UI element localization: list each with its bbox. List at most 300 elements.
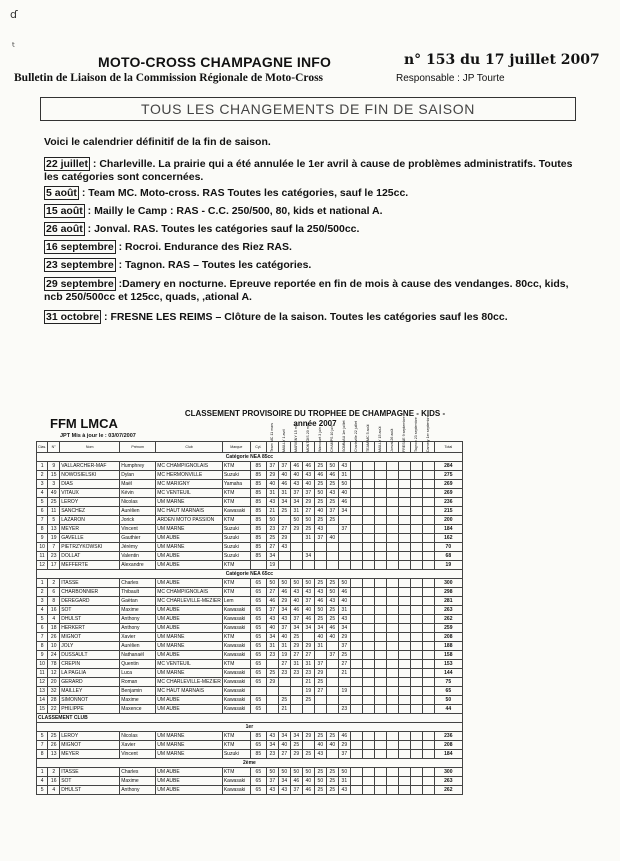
table-cell: 27: [278, 750, 290, 759]
table-cell: KTM: [222, 489, 250, 498]
table-cell: 50: [290, 516, 302, 525]
table-cell: [326, 705, 338, 714]
table-cell: [350, 507, 362, 516]
table-cell: [422, 705, 434, 714]
table-cell: Nicolas: [120, 498, 156, 507]
table-cell: 281: [434, 597, 462, 606]
table-cell: 65: [250, 615, 266, 624]
table-cell: [302, 633, 314, 642]
table-cell: 6: [37, 624, 48, 633]
table-cell: MIGNOT: [60, 633, 120, 642]
table-cell: 25: [290, 741, 302, 750]
table-cell: 37: [338, 642, 350, 651]
table-row: [37, 561, 463, 570]
table-cell: JOLY: [60, 642, 120, 651]
column-header: Club: [156, 442, 223, 453]
table-cell: [362, 669, 374, 678]
table-cell: 34: [266, 741, 278, 750]
table-cell: [290, 678, 302, 687]
table-cell: 44: [434, 705, 462, 714]
table-cell: [410, 615, 422, 624]
table-cell: Suzuki: [222, 534, 250, 543]
table-cell: 40: [290, 597, 302, 606]
table-cell: [362, 660, 374, 669]
table-cell: 46: [338, 498, 350, 507]
table-cell: LEROY: [60, 498, 120, 507]
table-cell: 37: [266, 462, 278, 471]
table-cell: 65: [250, 678, 266, 687]
table-cell: [362, 624, 374, 633]
table-cell: [350, 750, 362, 759]
table-cell: KTM: [222, 561, 250, 570]
table-cell: [350, 777, 362, 786]
table-cell: SIMONNOT: [60, 696, 120, 705]
table-cell: [374, 777, 386, 786]
table-cell: [422, 480, 434, 489]
table-cell: HERKERT: [60, 624, 120, 633]
table-cell: [422, 750, 434, 759]
table-cell: [374, 561, 386, 570]
column-header: Prénom: [120, 442, 156, 453]
table-row: [37, 633, 463, 642]
table-cell: Kawasaki: [222, 606, 250, 615]
table-cell: UM AUBE: [156, 651, 223, 660]
calendar-date: 23 septembre: [46, 259, 114, 271]
table-cell: [422, 606, 434, 615]
table-cell: [302, 561, 314, 570]
table-cell: [326, 669, 338, 678]
table-cell: [386, 777, 398, 786]
table-row: [37, 507, 463, 516]
section-header: [37, 453, 463, 462]
table-cell: 184: [434, 750, 462, 759]
table-cell: [314, 552, 326, 561]
table-cell: 8: [37, 525, 48, 534]
table-cell: UM MARNE: [156, 498, 223, 507]
table-row: [37, 606, 463, 615]
table-cell: 43: [314, 525, 326, 534]
table-cell: 25: [314, 516, 326, 525]
table-cell: [350, 543, 362, 552]
table-cell: 25: [290, 633, 302, 642]
table-cell: Kawasaki: [222, 678, 250, 687]
table-cell: [386, 732, 398, 741]
table-cell: 31: [302, 660, 314, 669]
table-cell: [350, 615, 362, 624]
table-cell: [326, 642, 338, 651]
page-title: MOTO-CROSS CHAMPAGNE INFO: [98, 54, 332, 70]
table-cell: 65: [250, 705, 266, 714]
table-cell: Kévin: [120, 489, 156, 498]
table-cell: 8: [37, 642, 48, 651]
table-cell: [410, 642, 422, 651]
table-cell: 27: [278, 525, 290, 534]
table-cell: 29: [266, 678, 278, 687]
table-cell: Maxence: [120, 705, 156, 714]
table-cell: 31: [314, 642, 326, 651]
table-cell: 46: [314, 597, 326, 606]
table-cell: [374, 507, 386, 516]
table-cell: [422, 777, 434, 786]
column-header: MAILLY 1 avril: [278, 442, 290, 453]
table-cell: [290, 534, 302, 543]
table-cell: [362, 732, 374, 741]
table-cell: 25: [326, 615, 338, 624]
table-cell: [278, 678, 290, 687]
table-cell: [250, 561, 266, 570]
column-header: Total: [434, 442, 462, 453]
table-cell: [386, 615, 398, 624]
table-row: [37, 660, 463, 669]
table-cell: 208: [434, 741, 462, 750]
table-cell: [398, 777, 410, 786]
table-cell: [314, 543, 326, 552]
table-cell: 37: [302, 489, 314, 498]
table-cell: [362, 606, 374, 615]
table-cell: [398, 543, 410, 552]
calendar-text: : Tagnon. RAS – Toutes les catégories.: [115, 259, 312, 271]
table-cell: [362, 543, 374, 552]
table-cell: [374, 480, 386, 489]
table-cell: [410, 543, 422, 552]
calendar-text: : Team MC. Moto-cross. RAS Toutes les catégories, sauf le 125cc.: [78, 187, 409, 199]
table-cell: 300: [434, 579, 462, 588]
table-row: [37, 624, 463, 633]
table-cell: 25: [326, 516, 338, 525]
table-cell: 46: [278, 480, 290, 489]
table-cell: 68: [434, 552, 462, 561]
table-row: [37, 741, 463, 750]
table-cell: 37: [266, 777, 278, 786]
table-cell: [386, 687, 398, 696]
table-cell: 46: [338, 588, 350, 597]
table-cell: [398, 660, 410, 669]
table-cell: [350, 678, 362, 687]
table-cell: [410, 534, 422, 543]
table-cell: KTM: [222, 633, 250, 642]
table-cell: 49: [48, 489, 60, 498]
table-cell: [422, 588, 434, 597]
table-cell: 43: [302, 471, 314, 480]
table-cell: [362, 678, 374, 687]
table-cell: [398, 696, 410, 705]
table-cell: 43: [290, 480, 302, 489]
table-cell: [422, 687, 434, 696]
table-cell: [386, 525, 398, 534]
table-cell: 25: [314, 462, 326, 471]
table-cell: [386, 489, 398, 498]
table-cell: 26: [48, 741, 60, 750]
table-cell: 29: [302, 498, 314, 507]
table-cell: [326, 687, 338, 696]
table-cell: 43: [326, 597, 338, 606]
table-cell: [350, 471, 362, 480]
calendar-date: 5 août: [46, 187, 77, 199]
table-cell: [422, 669, 434, 678]
table-cell: 8: [48, 597, 60, 606]
table-cell: 24: [48, 651, 60, 660]
table-cell: 37: [314, 660, 326, 669]
table-cell: 34: [314, 624, 326, 633]
table-cell: [374, 498, 386, 507]
column-header: MAILLY 15 août: [374, 442, 386, 453]
table-cell: [374, 660, 386, 669]
column-header: SOMMAU 1er juillet: [338, 442, 350, 453]
column-header: Marque: [222, 442, 250, 453]
table-cell: 46: [314, 471, 326, 480]
table-cell: [250, 687, 266, 696]
table-cell: [422, 624, 434, 633]
table-cell: [362, 750, 374, 759]
table-cell: [386, 768, 398, 777]
table-row: [37, 525, 463, 534]
table-cell: [410, 732, 422, 741]
table-cell: [410, 678, 422, 687]
table-cell: [422, 696, 434, 705]
table-cell: 21: [266, 507, 278, 516]
table-cell: [350, 480, 362, 489]
table-cell: [410, 660, 422, 669]
table-cell: 7: [48, 543, 60, 552]
table-cell: 85: [250, 732, 266, 741]
table-cell: 25: [48, 732, 60, 741]
table-cell: 37: [290, 786, 302, 795]
table-cell: 25: [326, 480, 338, 489]
table-cell: 70: [434, 543, 462, 552]
table-cell: 2: [48, 768, 60, 777]
table-cell: 65: [250, 777, 266, 786]
table-cell: [374, 597, 386, 606]
table-cell: 29: [290, 642, 302, 651]
table-cell: 21: [302, 678, 314, 687]
table-cell: 29: [302, 642, 314, 651]
margin-mark: ᵗ: [12, 40, 16, 53]
table-cell: [362, 561, 374, 570]
table-cell: [362, 642, 374, 651]
table-cell: [374, 525, 386, 534]
table-cell: UM AUBE: [156, 705, 223, 714]
table-cell: Gaëtan: [120, 597, 156, 606]
table-cell: MC HERMONVILLE: [156, 471, 223, 480]
table-cell: Anthony: [120, 615, 156, 624]
table-cell: [386, 750, 398, 759]
calendar-entry: [44, 311, 584, 324]
table-cell: 25: [278, 696, 290, 705]
table-cell: 50: [338, 768, 350, 777]
calendar-text: : Mailly le Camp : RAS - C.C. 250/500, 80, kids et national A.: [84, 205, 383, 217]
table-row: [37, 678, 463, 687]
table-cell: Charles: [120, 579, 156, 588]
table-cell: 23: [266, 750, 278, 759]
table-row: [37, 669, 463, 678]
table-cell: Dylan: [120, 471, 156, 480]
table-cell: 23: [302, 669, 314, 678]
table-cell: 37: [326, 651, 338, 660]
table-cell: 27: [302, 651, 314, 660]
calendar-text: :Damery en nocturne. Epreuve reportée en fin de mois à cause des vendanges. 80cc, kids, ncb 250/500cc et 125cc, quads, ,ational A.: [44, 278, 569, 303]
table-cell: [386, 516, 398, 525]
table-cell: [326, 678, 338, 687]
table-row: [37, 615, 463, 624]
table-cell: 4: [37, 489, 48, 498]
table-cell: 31: [278, 642, 290, 651]
table-cell: 25: [48, 498, 60, 507]
table-cell: [362, 534, 374, 543]
table-cell: 25: [326, 732, 338, 741]
table-cell: [338, 516, 350, 525]
table-cell: [398, 741, 410, 750]
table-cell: 9: [48, 462, 60, 471]
table-cell: [302, 543, 314, 552]
table-cell: [350, 642, 362, 651]
table-cell: 43: [338, 786, 350, 795]
table-cell: 25: [266, 534, 278, 543]
table-cell: 40: [326, 633, 338, 642]
table-cell: 13: [48, 750, 60, 759]
table-cell: [410, 489, 422, 498]
table-cell: 28: [48, 696, 60, 705]
calendar-entry: [44, 278, 584, 304]
table-cell: 40: [278, 741, 290, 750]
table-cell: 4: [37, 777, 48, 786]
table-cell: 85: [250, 516, 266, 525]
table-cell: Maël: [120, 480, 156, 489]
table-cell: KTM: [222, 516, 250, 525]
table-cell: [386, 507, 398, 516]
table-cell: 85: [250, 498, 266, 507]
table-cell: MEYER: [60, 525, 120, 534]
table-cell: Kawasaki: [222, 777, 250, 786]
table-cell: [266, 687, 278, 696]
table-cell: 27: [266, 543, 278, 552]
table-cell: [362, 588, 374, 597]
calendar-text: : Rocroi. Endurance des Riez RAS.: [115, 241, 292, 253]
table-cell: [290, 696, 302, 705]
table-cell: 43: [266, 498, 278, 507]
responsable: Responsable : JP Tourte: [396, 73, 505, 84]
table-cell: [386, 624, 398, 633]
table-cell: 46: [266, 597, 278, 606]
table-cell: 25: [326, 786, 338, 795]
table-cell: [422, 462, 434, 471]
table-cell: Maxime: [120, 777, 156, 786]
table-cell: 43: [278, 543, 290, 552]
table-cell: [350, 516, 362, 525]
table-cell: [398, 705, 410, 714]
table-cell: 34: [338, 507, 350, 516]
table-cell: ITASSE: [60, 579, 120, 588]
table-cell: Quentin: [120, 660, 156, 669]
table-cell: 50: [302, 768, 314, 777]
table-cell: [398, 579, 410, 588]
table-cell: 34: [302, 624, 314, 633]
table-cell: 50: [290, 579, 302, 588]
column-header: MARIGNY 15 mai: [290, 442, 302, 453]
table-cell: [422, 489, 434, 498]
table-row: [37, 786, 463, 795]
table-cell: [386, 561, 398, 570]
table-cell: 13: [37, 687, 48, 696]
table-row: [37, 768, 463, 777]
table-cell: 27: [266, 588, 278, 597]
table-cell: 6: [48, 588, 60, 597]
table-cell: 65: [434, 687, 462, 696]
table-cell: [410, 624, 422, 633]
table-cell: 65: [250, 588, 266, 597]
table-cell: [374, 642, 386, 651]
table-cell: Lem: [222, 597, 250, 606]
section-banner: TOUS LES CHANGEMENTS DE FIN DE SAISON: [40, 97, 576, 121]
table-cell: [374, 471, 386, 480]
table-cell: 43: [326, 489, 338, 498]
table-cell: DOLLAT: [60, 552, 120, 561]
table-cell: 9: [37, 651, 48, 660]
table-cell: 25: [314, 480, 326, 489]
table-cell: [362, 597, 374, 606]
table-cell: [278, 561, 290, 570]
table-cell: 25: [326, 768, 338, 777]
table-cell: 37: [266, 606, 278, 615]
table-cell: SOT: [60, 606, 120, 615]
table-cell: [422, 498, 434, 507]
section-title: 1er: [37, 723, 463, 732]
calendar-date: 22 juillet: [46, 158, 89, 170]
table-cell: 188: [434, 642, 462, 651]
calendar-entry: [44, 223, 584, 236]
table-cell: 19: [338, 687, 350, 696]
table-cell: 25: [326, 606, 338, 615]
column-header: FRESNE 9 septembre: [398, 442, 410, 453]
table-cell: [398, 462, 410, 471]
table-row: [37, 498, 463, 507]
table-cell: [350, 561, 362, 570]
table-cell: DHULST: [60, 786, 120, 795]
table-cell: Xavier: [120, 633, 156, 642]
table-cell: [314, 705, 326, 714]
table-cell: 162: [434, 534, 462, 543]
table-cell: 29: [338, 633, 350, 642]
table-cell: 31: [338, 606, 350, 615]
table-cell: MC VENTEUIL: [156, 489, 223, 498]
table-cell: PHILIPPE: [60, 705, 120, 714]
section-header: [37, 759, 463, 768]
table-cell: [422, 516, 434, 525]
table-cell: [374, 687, 386, 696]
table-cell: 19: [266, 561, 278, 570]
column-header: Damery 1er septembre: [422, 442, 434, 453]
table-cell: 50: [266, 768, 278, 777]
table-cell: [326, 543, 338, 552]
table-cell: [386, 678, 398, 687]
table-cell: [350, 687, 362, 696]
table-cell: [374, 651, 386, 660]
table-cell: [386, 579, 398, 588]
table-cell: 43: [278, 786, 290, 795]
table-row: [37, 543, 463, 552]
calendar-entry: [44, 259, 584, 272]
table-cell: 208: [434, 633, 462, 642]
table-cell: 50: [338, 579, 350, 588]
table-cell: GAVELLE: [60, 534, 120, 543]
table-cell: Suzuki: [222, 543, 250, 552]
table-cell: [398, 498, 410, 507]
table-row: [37, 516, 463, 525]
table-cell: 275: [434, 471, 462, 480]
table-cell: KTM: [222, 741, 250, 750]
table-cell: 46: [278, 588, 290, 597]
table-cell: 43: [314, 588, 326, 597]
table-cell: 85: [250, 489, 266, 498]
